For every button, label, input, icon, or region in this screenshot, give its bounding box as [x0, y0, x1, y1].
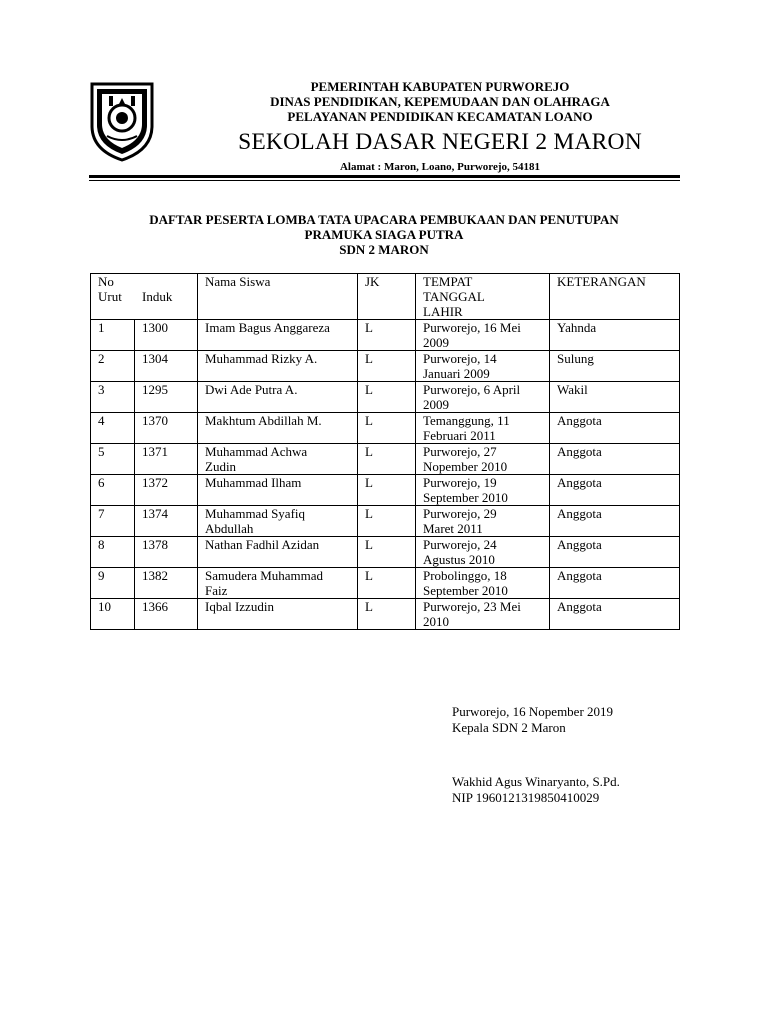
- cell-keterangan-line: Sulung: [557, 351, 594, 366]
- cell-nama-line: Muhammad Syafiq: [205, 506, 306, 521]
- title-line-3: SDN 2 MARON: [339, 242, 429, 257]
- cell-jk-line: L: [365, 568, 373, 583]
- title-line-1: DAFTAR PESERTA LOMBA TATA UPACARA PEMBUKAAN DAN PENUTUPAN: [149, 212, 619, 227]
- cell-nama-line: Abdullah: [205, 521, 254, 536]
- cell-keterangan-line: Yahnda: [557, 320, 597, 335]
- cell-induk-line: 1382: [142, 568, 168, 583]
- cell-induk-line: 1372: [142, 475, 168, 490]
- cell-nama: [198, 382, 358, 413]
- cell-urut-line: 3: [98, 382, 105, 397]
- cell-induk-line: 1300: [142, 320, 168, 335]
- table-row: [91, 444, 680, 475]
- cell-ttl: [416, 444, 550, 475]
- cell-ttl-line: 2010: [423, 614, 449, 629]
- cell-jk-line: L: [365, 506, 373, 521]
- cell-urut-line: 1: [98, 320, 105, 335]
- cell-nama-line: Faiz: [205, 583, 228, 598]
- cell-induk: [135, 568, 198, 599]
- signature-nip: NIP 196012131985041002​9: [452, 790, 600, 805]
- signature-block: [452, 704, 620, 806]
- cell-nama-line: Imam Bagus Anggareza: [205, 320, 330, 335]
- table-row: [91, 537, 680, 568]
- cell-ttl: [416, 537, 550, 568]
- cell-ttl-line: Purworejo, 14: [423, 351, 497, 366]
- cell-induk: [135, 475, 198, 506]
- cell-urut-line: 4: [98, 413, 105, 428]
- cell-ttl-line: Purworejo, 24: [423, 537, 497, 552]
- cell-urut-line: 5: [98, 444, 105, 459]
- letterhead-rule-thin: [89, 180, 680, 181]
- cell-keterangan: [550, 444, 680, 475]
- cell-jk-line: L: [365, 599, 373, 614]
- cell-ttl: [416, 568, 550, 599]
- cell-ttl-line: September 2010: [423, 583, 508, 598]
- cell-ttl-line: 2009: [423, 397, 449, 412]
- cell-urut-line: 7: [98, 506, 105, 521]
- cell-ttl: [416, 382, 550, 413]
- cell-jk: [358, 568, 416, 599]
- table-row: [91, 475, 680, 506]
- cell-jk-line: L: [365, 320, 373, 335]
- school-address: Alamat : Maron, Loano, Purworejo, 54181: [339, 161, 541, 173]
- cell-ttl-line: Purworejo, 16 Mei: [423, 320, 521, 335]
- cell-keterangan-line: Anggota: [557, 413, 602, 428]
- cell-induk: [135, 382, 198, 413]
- header-ttl: [416, 274, 550, 320]
- cell-jk: [358, 351, 416, 382]
- cell-nama: [198, 351, 358, 382]
- cell-nama-line: Muhammad Ilham: [205, 475, 302, 490]
- cell-nama-line: Zudin: [205, 459, 237, 474]
- table-header-row: [91, 274, 680, 320]
- signature-name: Wakhid Agus Winaryanto, S.Pd.: [452, 774, 620, 789]
- cell-jk: [358, 382, 416, 413]
- cell-urut: [91, 351, 135, 382]
- document-title: [90, 212, 678, 257]
- cell-jk: [358, 475, 416, 506]
- cell-urut-line: 10: [98, 599, 111, 614]
- cell-ttl-line: September 2010: [423, 490, 508, 505]
- cell-keterangan-line: Anggota: [557, 537, 602, 552]
- cell-urut: [91, 320, 135, 351]
- cell-urut: [91, 444, 135, 475]
- cell-urut-line: 9: [98, 568, 105, 583]
- cell-ttl-line: Purworejo, 23 Mei: [423, 599, 521, 614]
- cell-urut: [91, 599, 135, 630]
- cell-induk-line: 1374: [142, 506, 168, 521]
- cell-jk: [358, 537, 416, 568]
- header-ttl-1: TEMPAT: [423, 274, 473, 289]
- cell-keterangan-line: Anggota: [557, 444, 602, 459]
- cell-keterangan: [550, 413, 680, 444]
- cell-keterangan: [550, 351, 680, 382]
- cell-induk-line: 1378: [142, 537, 168, 552]
- cell-keterangan: [550, 506, 680, 537]
- cell-nama: [198, 475, 358, 506]
- cell-nama-line: Dwi Ade Putra A.: [205, 382, 298, 397]
- cell-jk-line: L: [365, 537, 373, 552]
- header-ttl-3: LAHIR: [423, 304, 463, 319]
- header-nama: Nama Siswa: [198, 274, 358, 320]
- letterhead: [200, 79, 680, 174]
- header-keterangan: KETERANGAN: [550, 274, 680, 320]
- table-row: [91, 413, 680, 444]
- cell-urut: [91, 413, 135, 444]
- department-line: DINAS PENDIDIKAN, KEPEMUDAAN DAN OLAHRAGA: [270, 94, 610, 109]
- header-ttl-2: TANGGAL: [423, 289, 485, 304]
- cell-induk: [135, 320, 198, 351]
- table-row: [91, 351, 680, 382]
- cell-urut: [91, 382, 135, 413]
- title-line-2: PRAMUKA SIAGA PUTRA: [304, 227, 464, 242]
- cell-ttl-line: Purworejo, 19: [423, 475, 497, 490]
- cell-nama: [198, 444, 358, 475]
- header-jk: JK: [358, 274, 416, 320]
- cell-keterangan: [550, 599, 680, 630]
- cell-ttl: [416, 506, 550, 537]
- cell-urut: [91, 568, 135, 599]
- cell-jk: [358, 413, 416, 444]
- cell-induk-line: 1304: [142, 351, 168, 366]
- cell-jk-line: L: [365, 413, 373, 428]
- cell-keterangan: [550, 537, 680, 568]
- cell-urut: [91, 506, 135, 537]
- cell-ttl: [416, 351, 550, 382]
- table-row: [91, 320, 680, 351]
- cell-keterangan-line: Wakil: [557, 382, 588, 397]
- cell-induk: [135, 599, 198, 630]
- cell-induk: [135, 413, 198, 444]
- cell-nama-line: Nathan Fadhil Azidan: [205, 537, 320, 552]
- letterhead-rule-thick: [89, 175, 680, 178]
- cell-induk: [135, 506, 198, 537]
- header-no-cell: [91, 274, 198, 320]
- cell-ttl-line: Januari 2009: [423, 366, 490, 381]
- cell-urut-line: 6: [98, 475, 105, 490]
- cell-ttl-line: Maret 2011: [423, 521, 483, 536]
- cell-nama-line: Samudera Muhammad: [205, 568, 324, 583]
- cell-jk-line: L: [365, 351, 373, 366]
- cell-nama: [198, 413, 358, 444]
- header-induk: Induk: [142, 289, 173, 304]
- cell-ttl-line: Agustus 2010: [423, 552, 495, 567]
- cell-induk-line: 1371: [142, 444, 168, 459]
- service-line: PELAYANAN PENDIDIKAN KECAMATAN LOANO: [287, 109, 593, 124]
- cell-keterangan-line: Anggota: [557, 506, 602, 521]
- signature-position: Kepala SDN 2 Maron: [452, 720, 566, 735]
- cell-induk-line: 1366: [142, 599, 168, 614]
- table-row: [91, 568, 680, 599]
- cell-induk-line: 1370: [142, 413, 168, 428]
- participant-table: [90, 273, 680, 630]
- cell-nama-line: Muhammad Achwa: [205, 444, 308, 459]
- cell-nama-line: Iqbal Izzudin: [205, 599, 274, 614]
- header-no: No: [98, 274, 114, 289]
- cell-ttl: [416, 475, 550, 506]
- cell-jk: [358, 444, 416, 475]
- cell-jk-line: L: [365, 382, 373, 397]
- table-row: [91, 599, 680, 630]
- cell-nama: [198, 506, 358, 537]
- cell-ttl-line: Temanggung, 11: [423, 413, 510, 428]
- cell-keterangan-line: Anggota: [557, 599, 602, 614]
- school-name: SEKOLAH DASAR NEGERI 2 MARON: [238, 129, 642, 155]
- cell-jk-line: L: [365, 475, 373, 490]
- cell-urut-line: 8: [98, 537, 105, 552]
- cell-nama-line: Makhtum Abdillah M.: [205, 413, 322, 428]
- cell-nama-line: Muhammad Rizky A.: [205, 351, 318, 366]
- cell-ttl-line: Purworejo, 6 April: [423, 382, 521, 397]
- government-line: PEMERINTAH KABUPATEN PURWOREJO: [310, 79, 570, 94]
- cell-urut-line: 2: [98, 351, 105, 366]
- cell-ttl: [416, 320, 550, 351]
- cell-induk: [135, 351, 198, 382]
- purworejo-regency-emblem-icon: [89, 80, 155, 162]
- table-row: [91, 506, 680, 537]
- cell-urut: [91, 537, 135, 568]
- cell-ttl: [416, 599, 550, 630]
- cell-nama: [198, 537, 358, 568]
- cell-ttl: [416, 413, 550, 444]
- cell-induk: [135, 537, 198, 568]
- cell-keterangan: [550, 320, 680, 351]
- cell-induk: [135, 444, 198, 475]
- cell-nama: [198, 320, 358, 351]
- cell-induk-line: 1295: [142, 382, 168, 397]
- cell-jk: [358, 599, 416, 630]
- cell-nama: [198, 568, 358, 599]
- cell-jk: [358, 506, 416, 537]
- cell-ttl-line: Nopember 2010: [423, 459, 508, 474]
- cell-jk: [358, 320, 416, 351]
- signature-place-date: Purworejo, 16 Nopember 2019: [452, 704, 614, 719]
- cell-ttl-line: Februari 2011: [423, 428, 496, 443]
- cell-keterangan: [550, 382, 680, 413]
- cell-keterangan-line: Anggota: [557, 568, 602, 583]
- cell-ttl-line: Purworejo, 27: [423, 444, 497, 459]
- cell-keterangan: [550, 568, 680, 599]
- cell-ttl-line: Probolinggo, 18: [423, 568, 507, 583]
- cell-jk-line: L: [365, 444, 373, 459]
- header-urut: Urut: [98, 289, 122, 304]
- cell-ttl-line: Purworejo, 29: [423, 506, 497, 521]
- cell-keterangan: [550, 475, 680, 506]
- table-row: [91, 382, 680, 413]
- cell-nama: [198, 599, 358, 630]
- cell-ttl-line: 2009: [423, 335, 449, 350]
- cell-urut: [91, 475, 135, 506]
- cell-keterangan-line: Anggota: [557, 475, 602, 490]
